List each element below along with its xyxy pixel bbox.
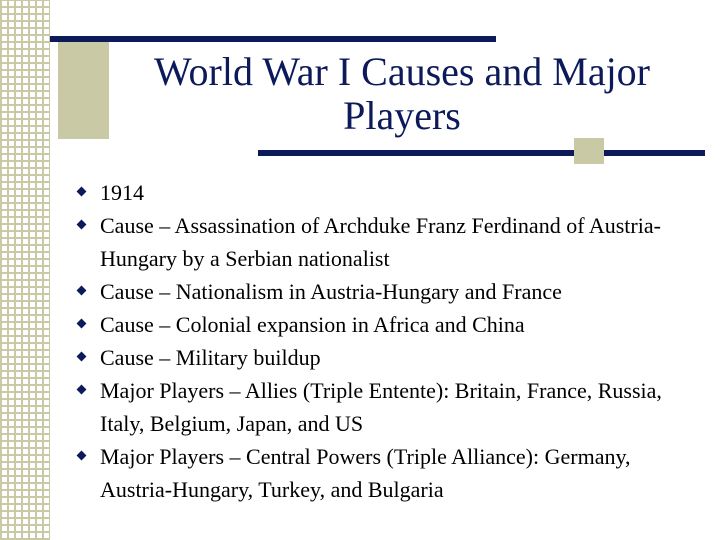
title-bottom-rule: [258, 150, 705, 156]
diamond-bullet-icon: [77, 187, 87, 197]
bullet-list: [78, 176, 698, 506]
bullet-text: 1914: [100, 180, 144, 205]
bullet-text: Major Players – Allies (Triple Entente): Britain, France, Russia, Italy, Belgium, Japan, and US: [100, 378, 662, 436]
diamond-bullet-icon: [77, 220, 87, 230]
bullet-item: [78, 374, 698, 440]
bullet-text: Cause – Colonial expansion in Africa and China: [100, 312, 525, 337]
diamond-bullet-icon: [77, 319, 87, 329]
bullet-text: Cause – Nationalism in Austria-Hungary and France: [100, 279, 562, 304]
decorative-grid-strip: [0, 0, 50, 540]
bullet-item: [78, 308, 698, 341]
diamond-bullet-icon: [77, 286, 87, 296]
decorative-square: [574, 138, 604, 164]
bullet-text: Cause – Assassination of Archduke Franz Ferdinand of Austria-Hungary by a Serbian nationalist: [100, 213, 661, 271]
bullet-item: [78, 275, 698, 308]
bullet-item: [78, 176, 698, 209]
bullet-item: [78, 209, 698, 275]
diamond-bullet-icon: [77, 385, 87, 395]
bullet-item: [78, 341, 698, 374]
bullet-text: Major Players – Central Powers (Triple Alliance): Germany, Austria-Hungary, Turkey, and Bulgaria: [100, 444, 631, 502]
title-top-rule: [50, 36, 496, 42]
bullet-item: [78, 440, 698, 506]
bullet-text: Cause – Military buildup: [100, 345, 321, 370]
slide-title: World War I Causes and Major Players: [153, 49, 651, 138]
diamond-bullet-icon: [77, 352, 87, 362]
decorative-block: [58, 40, 109, 139]
diamond-bullet-icon: [77, 451, 87, 461]
